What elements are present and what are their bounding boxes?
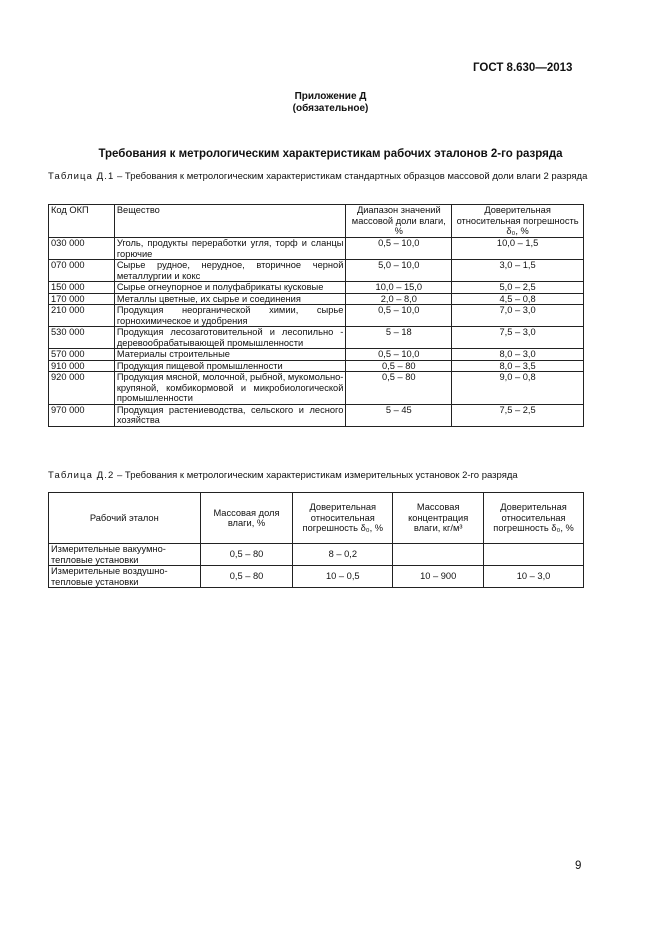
table2-header-moisture: Массовая доля влаги, %: [200, 493, 293, 544]
table-row: [49, 566, 584, 588]
table2-caption: [48, 470, 608, 482]
cell-substance: Продукция пищевой промышленности: [114, 360, 346, 372]
cell-error: 7,0 – 3,0: [452, 305, 584, 327]
cell-code: 530 000: [49, 327, 115, 349]
cell-range: 0,5 – 80: [346, 372, 452, 405]
cell-error: 10 – 0,5: [293, 566, 393, 588]
cell-substance: Сырье рудное, нерудное, вторичное черной металлургии и кокс: [114, 260, 346, 282]
cell-error: 8,0 – 3,5: [452, 360, 584, 372]
cell-error: 8,0 – 3,0: [452, 349, 584, 361]
table1-header-range: Диапазон значений массовой доли влаги, %: [346, 205, 452, 238]
table-row: [49, 544, 584, 566]
cell-range: 5 – 45: [346, 404, 452, 426]
table2-header-error: Доверительная относительная погрешность δ₀, %: [293, 493, 393, 544]
cell-range: 2,0 – 8,0: [346, 293, 452, 305]
table-row: [49, 305, 584, 327]
cell-substance: Продукция мясной, молочной, рыбной, мукомольно-крупяной, комбикормовой и микробиологической промышленности: [114, 372, 346, 405]
cell-code: 170 000: [49, 293, 115, 305]
cell-concentration: [393, 544, 484, 566]
cell-error: 7,5 – 2,5: [452, 404, 584, 426]
appendix-title: Приложение Д: [294, 91, 367, 102]
cell-substance: Продукция неорганической химии, сырье горнохимическое и удобрения: [114, 305, 346, 327]
table2-caption-text: – Требования к метрологическим характеристикам измерительных установок 2-го разряда: [114, 470, 518, 481]
cell-error: 5,0 – 2,5: [452, 282, 584, 294]
table1-header-code: Код ОКП: [49, 205, 115, 238]
cell-error2: 10 – 3,0: [484, 566, 584, 588]
table2-header-error2: Доверительная относительная погрешность δ₀, %: [484, 493, 584, 544]
cell-code: 070 000: [49, 260, 115, 282]
cell-code: 970 000: [49, 404, 115, 426]
cell-error: 3,0 – 1,5: [452, 260, 584, 282]
cell-range: 5 – 18: [346, 327, 452, 349]
table-row: [49, 238, 584, 260]
cell-error: 4,5 – 0,8: [452, 293, 584, 305]
cell-error: 7,5 – 3,0: [452, 327, 584, 349]
cell-range: 5,0 – 10,0: [346, 260, 452, 282]
cell-substance: Продукция растениеводства, сельского и лесного хозяйства: [114, 404, 346, 426]
table-row: [49, 260, 584, 282]
cell-code: 570 000: [49, 349, 115, 361]
cell-code: 150 000: [49, 282, 115, 294]
cell-code: 910 000: [49, 360, 115, 372]
table1-caption: [48, 171, 593, 183]
table2-caption-label: Таблица Д.2: [48, 470, 115, 481]
cell-code: 210 000: [49, 305, 115, 327]
cell-range: 0,5 – 10,0: [346, 349, 452, 361]
cell-range: 10,0 – 15,0: [346, 282, 452, 294]
cell-substance: Продукция лесозаготовительной и лесопильно - деревообрабатывающей промышленности: [114, 327, 346, 349]
cell-range: 0,5 – 80: [346, 360, 452, 372]
standard-number: ГОСТ 8.630—2013: [473, 62, 573, 74]
cell-range: 0,5 – 10,0: [346, 305, 452, 327]
table-row: [49, 360, 584, 372]
cell-moisture: 0,5 – 80: [200, 566, 293, 588]
table2: [48, 492, 584, 588]
cell-code: 920 000: [49, 372, 115, 405]
table2-header-row: [49, 493, 584, 544]
table1-caption-label: Таблица Д.1: [48, 171, 115, 182]
appendix-subtitle: (обязательное): [292, 103, 369, 114]
cell-error: 9,0 – 0,8: [452, 372, 584, 405]
table1-header-row: [49, 205, 584, 238]
cell-error: 10,0 – 1,5: [452, 238, 584, 260]
table-row: [49, 327, 584, 349]
page-number: 9: [575, 860, 582, 872]
table-row: [49, 349, 584, 361]
cell-substance: Материалы строительные: [114, 349, 346, 361]
cell-substance: Сырье огнеупорное и полуфабрикаты кусковые: [114, 282, 346, 294]
table1-caption-text: – Требования к метрологическим характеристикам стандартных образцов массовой доли влаги 2 разряда: [114, 171, 588, 182]
cell-etalon: Измерительные вакуумно-тепловые установки: [49, 544, 201, 566]
table-row: [49, 293, 584, 305]
table1-header-error: Доверительная относительная погрешность δ₀, %: [452, 205, 584, 238]
cell-error: 8 – 0,2: [293, 544, 393, 566]
table-row: [49, 372, 584, 405]
cell-substance: Металлы цветные, их сырье и соединения: [114, 293, 346, 305]
cell-range: 0,5 – 10,0: [346, 238, 452, 260]
table-row: [49, 282, 584, 294]
cell-moisture: 0,5 – 80: [200, 544, 293, 566]
cell-concentration: 10 – 900: [393, 566, 484, 588]
cell-etalon: Измерительные воздушно-тепловые установки: [49, 566, 201, 588]
table2-header-etalon: Рабочий эталон: [49, 493, 201, 544]
table2-header-concentration: Массовая концентрация влаги, кг/м³: [393, 493, 484, 544]
table1-header-substance: Вещество: [114, 205, 346, 238]
table-row: [49, 404, 584, 426]
cell-substance: Уголь, продукты переработки угля, торф и сланцы горючие: [114, 238, 346, 260]
section-title: Требования к метрологическим характеристикам рабочих эталонов 2-го разряда: [98, 148, 563, 160]
cell-error2: [484, 544, 584, 566]
table1: [48, 204, 584, 427]
appendix-heading: [0, 91, 661, 115]
cell-code: 030 000: [49, 238, 115, 260]
